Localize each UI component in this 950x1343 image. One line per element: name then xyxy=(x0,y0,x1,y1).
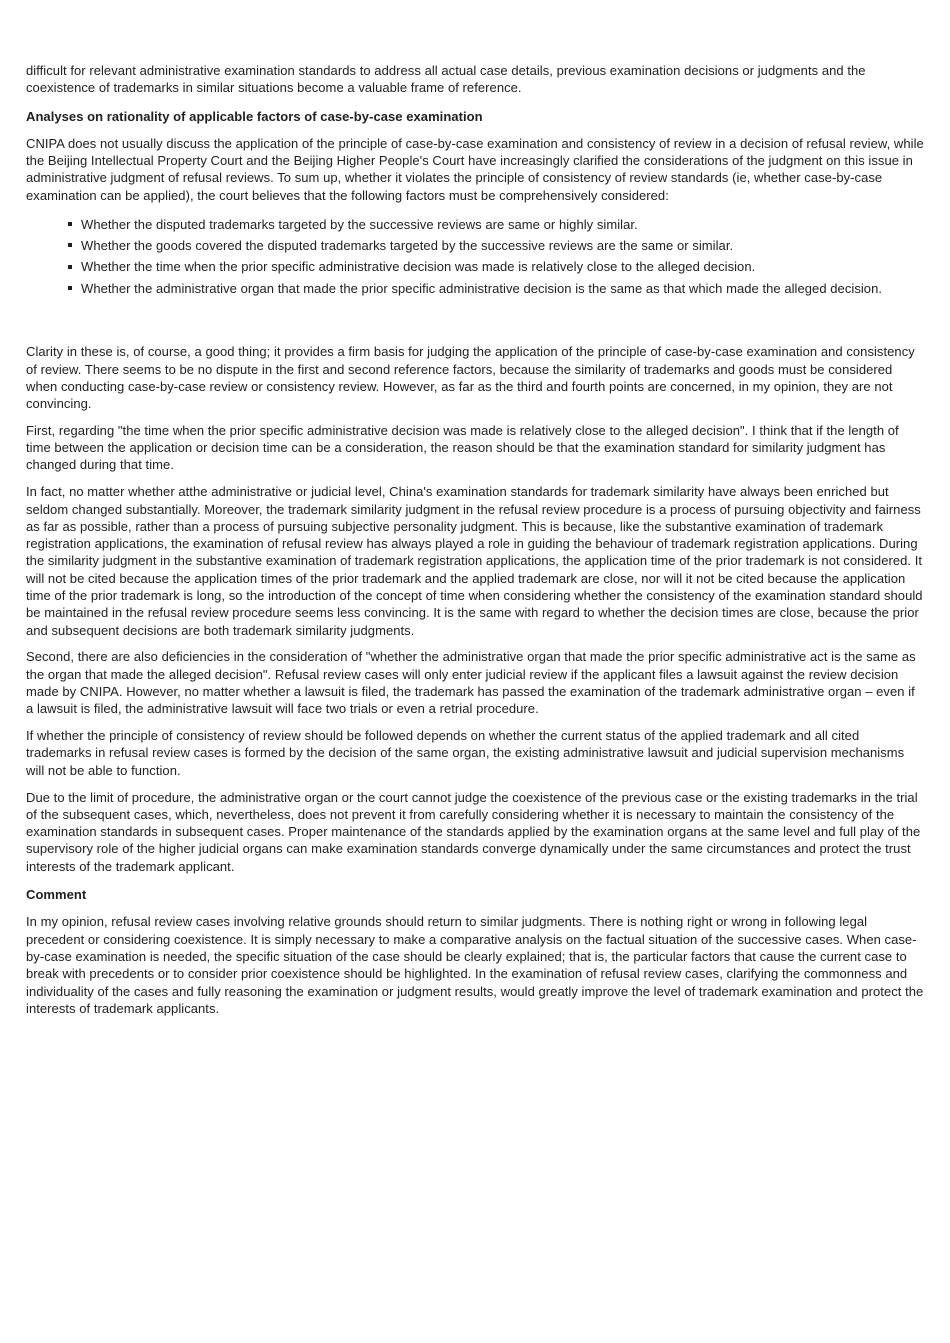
section-heading-comment: Comment xyxy=(26,887,87,903)
analyses-paragraph: Clarity in these is, of course, a good thing; it provides a firm basis for judging the application of the principle of case-by-case examination and consistency of review. There seems to be no dispute in the first and second reference factors, because the similarity of trademarks and goods must be considered when conducting case-by-case review or consistency review. However, as far as the third and fourth points are concerned, in my opinion, they are not convincing. xyxy=(26,344,915,412)
continuation-paragraph: difficult for relevant administrative examination standards to address all actual case details, previous examination decisions or judgments and the coexistence of trademarks in similar situations become a valuable frame of reference. xyxy=(26,63,866,96)
analyses-paragraph: Due to the limit of procedure, the administrative organ or the court cannot judge the coexistence of the previous case or the existing trademarks in the trial of the subsequent cases, which, nevertheless, does not prevent it from carefully considering whether it is necessary to maintain the consistency of the examination standards in subsequent cases. Proper maintenance of the standards applied by the examination organs at the same level and full play of the supervisory role of the higher judicial organs can make examination standards converge dynamically under the same circumstances and protect the trust interests of the trademark applicant. xyxy=(26,789,921,874)
analyses-paragraph: First, regarding "the time when the prior specific administrative decision was made is relatively close to the alleged decision". I think that if the length of time between the application or decision time can be a consideration, the reason should be that the examination standard for similarity judgment has changed during that time. xyxy=(26,422,899,473)
analyses-paragraph: Second, there are also deficiencies in the consideration of "whether the administrative organ that made the prior specific administrative act is the same as the organ that made the alleged decision". Refusal review cases will only enter judicial review if the applicant files a lawsuit against the review decision made by CNIPA. However, no matter whether a lawsuit is filed, the trademark has passed the examination of the trademark administrative organ – even if a lawsuit is filed, the administrative lawsuit will face two trials or even a retrial procedure. xyxy=(26,649,916,717)
analyses-intro-paragraph: CNIPA does not usually discuss the application of the principle of case-by-case examination and consistency of review in a decision of refusal review, while the Beijing Intellectual Property Court and the Beijing Higher People's Court have increasingly clarified the considerations of the judgment on this issue in administrative judgment of refusal reviews. To sum up, whether it violates the principle of consistency of review standards (ie, whether case-by-case examination can be applied), the court believes that the following factors must be comprehensively considered: xyxy=(26,135,924,203)
analyses-paragraph: In fact, no matter whether atthe administrative or judicial level, China's examination standards for trademark similarity have always been enriched but seldom changed substantially. Moreover, the trademark similarity judgment in the refusal review procedure is a process of pursuing objectivity and fairness as far as possible, rather than a process of pursuing subjective personality judgment. This is because, like the substantive examination of trademark registration applications, the examination of refusal review has always played a role in guiding the behaviour of trademark registration applications. During the similarity judgment in the substantive examination of trademark registration applications, the application time of the prior trademark is not considered. It will not be cited because the application times of the prior trademark and the applied trademark are close, nor will it not be cited because the application time of the prior trademark is long, so the introduction of the concept of time when considering whether the consistency of the examination standard should be maintained in the refusal review procedure seems less convincing. It is the same with regard to whether the decision times are close, because the prior and subsequent decisions are both trademark similarity judgments. xyxy=(26,484,923,638)
comment-paragraph: In my opinion, refusal review cases involving relative grounds should return to similar judgments. There is nothing right or wrong in following legal precedent or considering coexistence. It is simply necessary to make a comparative analysis on the factual situation of the successive cases. When case-by-case examination is needed, the specific situation of the case should be clearly explained; that is, the particular factors that cause the current case to break with precedents or to consider prior coexistence should be highlighted. In the examination of refusal review cases, clarifying the commonness and individuality of the cases and fully reasoning the examination or judgment results, would greatly improve the level of trademark examination and protect the interests of trademark applicants. xyxy=(26,914,924,1016)
analyses-paragraph: If whether the principle of consistency of review should be followed depends on whether the current status of the applied trademark and all cited trademarks in refusal review cases is formed by the decision of the same organ, the existing administrative lawsuit and judicial supervision mechanisms will not be able to function. xyxy=(26,728,905,778)
factor-item: Whether the administrative organ that made the prior specific administrative decision is the same as that which made the alleged decision. xyxy=(81,278,924,299)
factor-list xyxy=(26,214,924,300)
section-heading-analyses: Analyses on rationality of applicable factors of case-by-case examination xyxy=(26,108,483,124)
factor-item: Whether the goods covered the disputed trademarks targeted by the successive reviews are the same or similar. xyxy=(81,235,924,256)
factor-item: Whether the disputed trademarks targeted by the successive reviews are same or highly similar. xyxy=(81,214,924,235)
factor-item: Whether the time when the prior specific administrative decision was made is relatively close to the alleged decision. xyxy=(81,256,924,277)
